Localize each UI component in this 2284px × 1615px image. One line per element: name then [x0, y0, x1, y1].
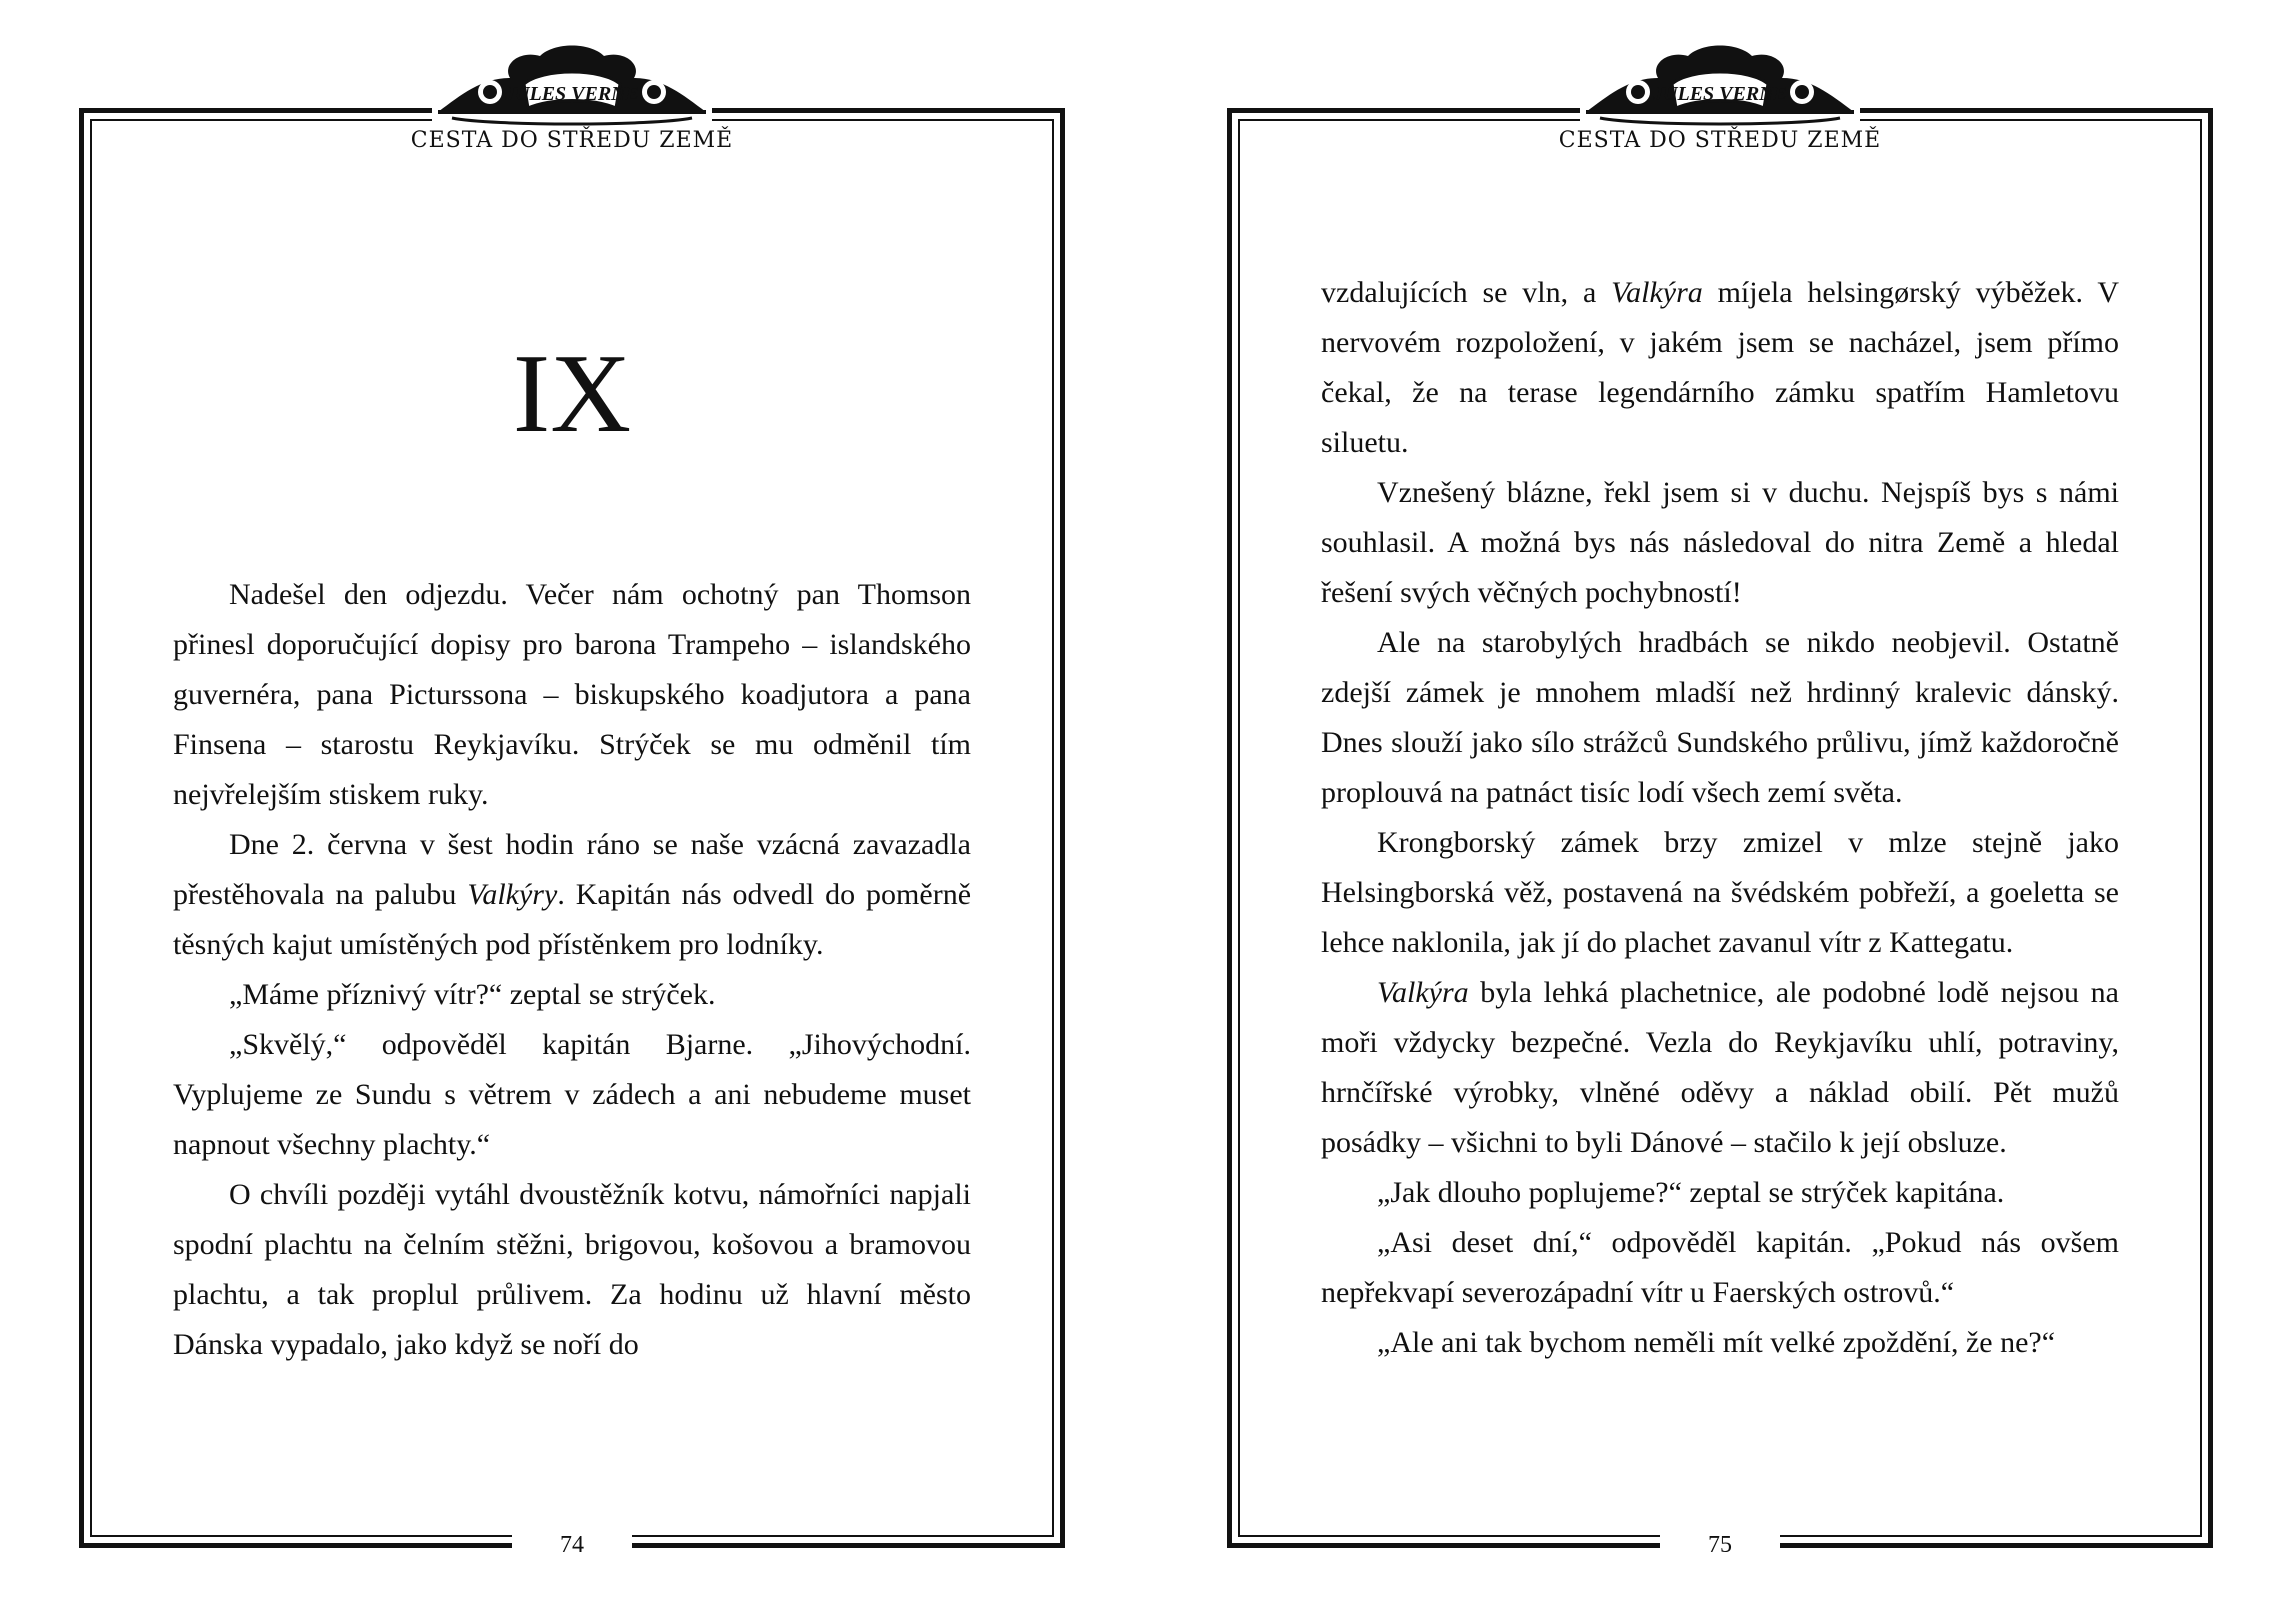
paragraph: „Jak dlouho poplujeme?“ zeptal se strýček kapitána. — [1377, 1176, 2005, 1209]
paragraph: vzdalujících se vln, a Valkýra míjela helsingørský výběžek. V nervovém rozpoložení, v jakém jsem se nacházel, jsem přímo čekal, že na terase legendárního zámku spatřím Hamletovu siluetu. — [1321, 276, 2119, 459]
paragraph: „Máme příznivý vítr?“ zeptal se strýček. — [229, 978, 716, 1011]
left-page — [79, 83, 1065, 1558]
page-footer — [79, 1528, 1065, 1568]
page-number: 74 — [560, 1532, 584, 1558]
paragraph: „Asi deset dní,“ odpověděl kapitán. „Pokud nás ovšem nepřekvapí severozápadní vítr u Faerských ostrovů.“ — [1321, 1226, 2119, 1309]
chapter-number: IX — [512, 332, 632, 456]
logo-text: JULES VERNE — [1653, 83, 1787, 105]
jules-verne-logo — [432, 38, 712, 130]
jules-verne-logo — [1580, 38, 1860, 130]
running-head: CESTA DO STŘEDU ZEMĚ — [1558, 128, 1882, 153]
paragraph: Krongborský zámek brzy zmizel v mlze stejně jako Helsingborská věž, postavená na švédském pobřeží, a goeletta se lehce naklonila, jak jí do plachet zavanul vítr z Kattegatu. — [1321, 826, 2119, 959]
page-number: 75 — [1708, 1532, 1732, 1558]
right-page — [1227, 83, 2213, 1558]
paragraph: O chvíli později vytáhl dvoustěžník kotvu, námořníci napjali spodní plachtu na čelním stěžni, brigovou, košovou a bramovou plachtu, a tak proplul průlivem. Za hodinu už hlavní město Dánska vypadalo, jako když se noří do — [173, 1178, 971, 1361]
logo-text: JULES VERNE — [505, 83, 639, 105]
paragraph: Ale na starobylých hradbách se nikdo neobjevil. Ostatně zdejší zámek je mnohem mladší než hrdinný kralevic dánský. Dnes slouží jako sílo strážců Sundského průlivu, jímž každoročně proplouvá na patnáct tisíc lodí všech zemí světa. — [1321, 626, 2119, 809]
paragraph: „Skvělý,“ odpověděl kapitán Bjarne. „Jihovýchodní. Vyplujeme ze Sundu s větrem v zádech a ani nebudeme muset napnout všechny plachty.“ — [173, 1028, 971, 1161]
paragraph: „Ale ani tak bychom neměli mít velké zpoždění, že ne?“ — [1377, 1326, 2056, 1359]
paragraph: Valkýra byla lehká plachetnice, ale podobné lodě nejsou na moři vždycky bezpečné. Vezla do Reykjavíku uhlí, potraviny, hrnčířské výrobky, vlněné oděvy a náklad obilí. Pět mužů posádky – všichni to byli Dánové – stačilo k její obsluze. — [1321, 976, 2119, 1159]
body-text — [1321, 268, 2119, 1368]
paragraph: Vznešený blázne, řekl jsem si v duchu. Nejspíš bys s námi souhlasil. A možná bys nás následoval do nitra Země a hledal řešení svých věčných pochybností! — [1321, 476, 2119, 609]
body-text — [173, 570, 971, 1370]
page-footer — [1227, 1528, 2213, 1568]
running-head: CESTA DO STŘEDU ZEMĚ — [410, 128, 734, 153]
paragraph: Nadešel den odjezdu. Večer nám ochotný pan Thomson přinesl doporučující dopisy pro barona Trampeho – islandského guvernéra, pana Picturssona – biskupského koadjutora a pana Finsena – starostu Reykjavíku. Strýček se mu odměnil tím nejvřelejším stiskem ruky. — [173, 578, 971, 811]
paragraph: Dne 2. června v šest hodin ráno se naše vzácná zavazadla přestěhovala na palubu Valkýry. Kapitán nás odvedl do poměrně těsných kajut umístěných pod přístěnkem pro lodníky. — [173, 828, 972, 961]
